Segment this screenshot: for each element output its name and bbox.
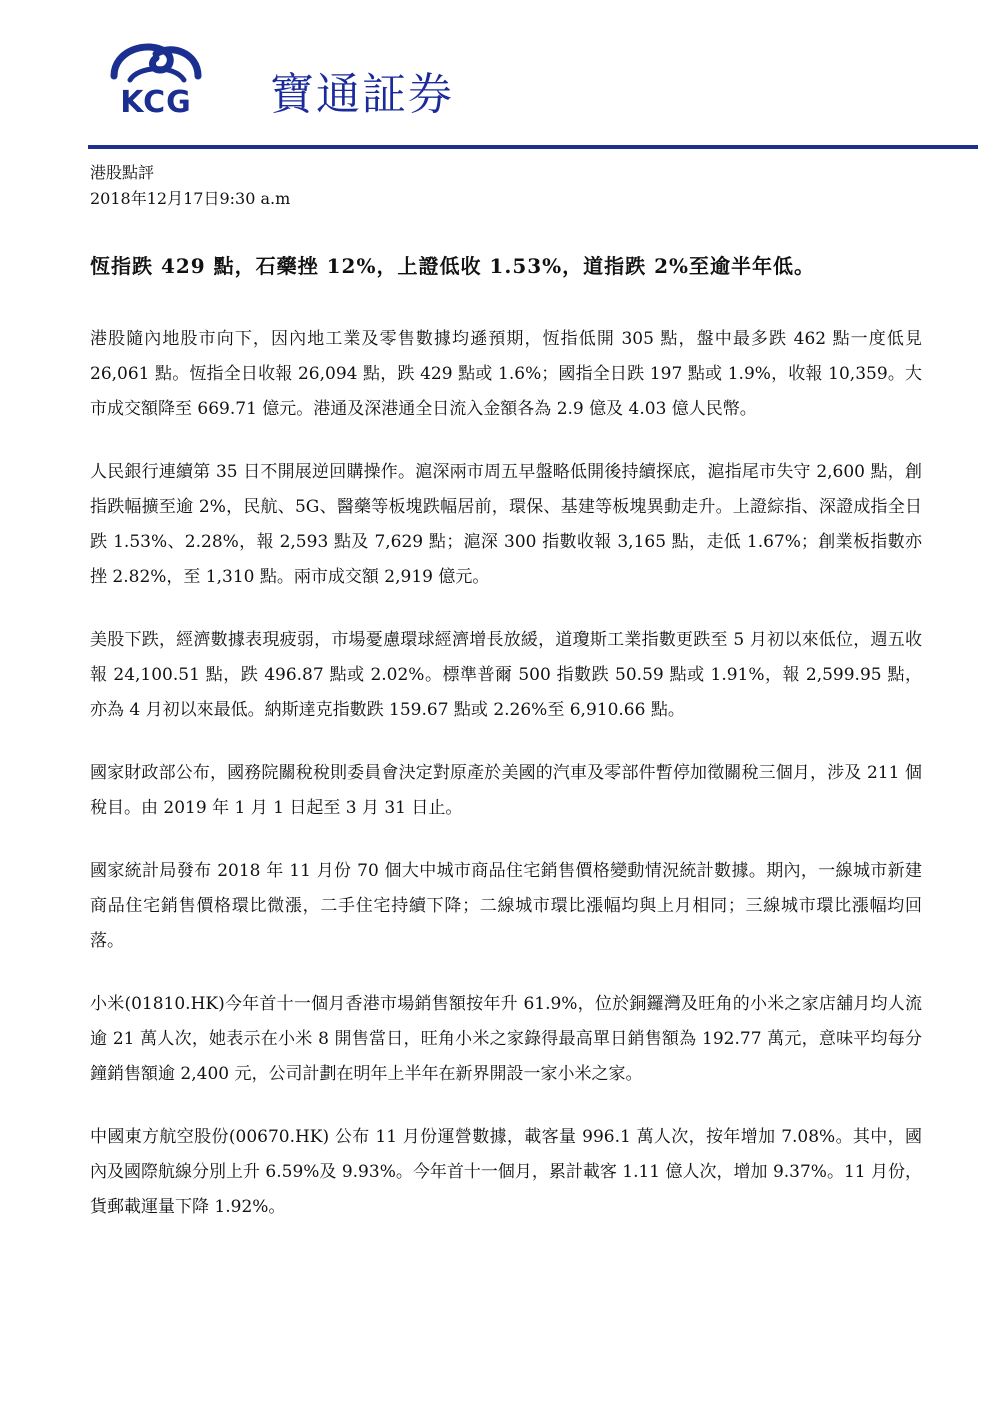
headline: 恆指跌 429 點，石藥挫 12%，上證低收 1.53%，道指跌 2%至逾半年低。 — [90, 254, 816, 278]
logo-text: KCG — [120, 85, 192, 120]
paragraph-china-eastern: 中國東方航空股份(00670.HK) 公布 11 月份運營數據，載客量 996.1 萬人次，按年增加 7.08%。其中，國內及國際航線分別上升 6.59%及 9.93%。今年首十一個月，累計載客 1.11 億人次，增加 9.37%。11 月份，貨郵載運量下降 1.92%。 — [90, 1127, 922, 1217]
kcg-swirl-icon — [108, 36, 204, 88]
page-header — [0, 0, 992, 150]
article-body — [90, 322, 922, 1253]
paragraph-xiaomi: 小米(01810.HK)今年首十一個月香港市場銷售額按年升 61.9%，位於銅鑼灣及旺角的小米之家店舖月均人流逾 21 萬人次，她表示在小米 8 開售當日，旺角小米之家錄得最高單日銷售額為 192.77 萬元，意味平均每分鐘銷售額逾 2,400 元，公司計劃在明年上半年在新界開設一家小米之家。 — [90, 994, 922, 1084]
brand-name: 寶通証券 — [270, 69, 454, 120]
header-divider — [88, 145, 978, 149]
paragraph-housing-prices: 國家統計局發布 2018 年 11 月份 70 個大中城市商品住宅銷售價格變動情況統計數據。期內，一線城市新建商品住宅銷售價格環比微漲，二手住宅持續下降；二線城市環比漲幅均與上月相同；三線城市環比漲幅均回落。 — [90, 861, 922, 951]
report-meta — [90, 160, 290, 212]
report-category: 港股點評 — [90, 163, 155, 182]
paragraph-us-market: 美股下跌，經濟數據表現疲弱，市場憂慮環球經濟增長放緩，道瓊斯工業指數更跌至 5 月初以來低位，週五收報 24,100.51 點，跌 496.87 點或 2.02%。標準普爾 500 指數跌 50.59 點或 1.91%，報 2,599.95 點，亦為 4 月初以來最低。納斯達克指數跌 159.67 點或 2.26%至 6,910.66 點。 — [90, 630, 922, 720]
kcg-logo — [108, 36, 204, 120]
paragraph-china-market: 人民銀行連續第 35 日不開展逆回購操作。滬深兩市周五早盤略低開後持續探底，滬指尾市失守 2,600 點，創指跌幅擴至逾 2%，民航、5G、醫藥等板塊跌幅居前，環保、基建等板塊異動走升。上證綜指、深證成指全日跌 1.53%、2.28%，報 2,593 點及 7,629 點；滬深 300 指數收報 3,165 點，走低 1.67%；創業板指數亦挫 2.82%，至 1,310 點。兩市成交額 2,919 億元。 — [90, 462, 922, 587]
paragraph-hk-market: 港股隨內地股市向下，因內地工業及零售數據均遜預期，恆指低開 305 點，盤中最多跌 462 點一度低見 26,061 點。恆指全日收報 26,094 點，跌 429 點或 1.6%；國指全日跌 197 點或 1.9%，收報 10,359。大市成交額降至 669.71 億元。港通及深港通全日流入金額各為 2.9 億及 4.03 億人民幣。 — [90, 329, 922, 419]
report-datetime: 2018年12月17日9:30 a.m — [90, 189, 291, 208]
paragraph-tariff: 國家財政部公布，國務院關稅稅則委員會決定對原產於美國的汽車及零部件暫停加徵關稅三個月，涉及 211 個稅目。由 2019 年 1 月 1 日起至 3 月 31 日止。 — [90, 763, 922, 818]
